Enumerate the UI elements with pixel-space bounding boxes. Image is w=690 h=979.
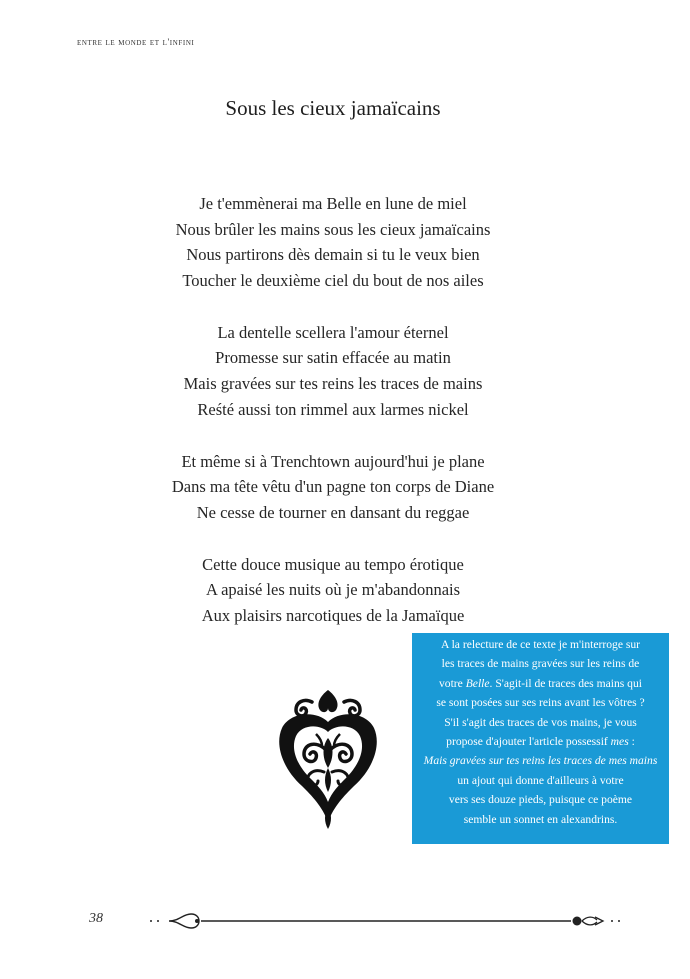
poem-body <box>0 191 666 629</box>
note-line: A la relecture de ce texte je m'interroge sur <box>440 638 641 651</box>
poem-title: Sous les cieux jamaïcains <box>225 96 441 120</box>
verse-line: Et même si à Trenchtown aujourd'hui je plane <box>181 451 485 471</box>
verse-line: Reśté aussi ton rimmel aux larmes nickel <box>197 399 469 419</box>
stanza-3 <box>0 449 666 526</box>
verse-line: La dentelle scellera l'amour éternel <box>217 322 449 342</box>
verse-line: A apaisé les nuits où je m'abandonnais <box>205 580 461 600</box>
note-line: les traces de mains gravées sur les reins de <box>441 657 640 671</box>
note-line <box>412 751 669 770</box>
note-line: se sont posées sur ses reins avant les vôtres ? <box>436 696 645 710</box>
note-line <box>412 674 669 693</box>
page-number: 38 <box>89 911 103 926</box>
verse-line: Nous brûler les mains sous les cieux jamaïcains <box>175 219 491 239</box>
note-line: S'il s'agit des traces de vos mains, je vous <box>444 715 637 729</box>
verse-line: Nous partirons dès demain si tu le veux bien <box>186 245 480 265</box>
damask-ornament-icon <box>276 688 380 830</box>
stanza-4 <box>0 552 666 629</box>
stanza-2 <box>0 320 666 423</box>
note-line <box>412 732 669 751</box>
verse-line: Promesse sur satin effacée au matin <box>215 348 451 368</box>
verse-line: Je t'emmènerai ma Belle en lune de miel <box>199 194 467 213</box>
footer-flourish-rule <box>145 908 625 934</box>
verse-line: Dans ma tête vêtu d'un pagne ton corps de Diane <box>171 477 495 497</box>
verse-line: Mais gravées sur tes reins les traces de mains <box>183 374 483 394</box>
note-emphasis: Belle <box>465 676 490 690</box>
verse-line: Cette douce musique au tempo érotique <box>202 554 464 574</box>
stanza-1 <box>0 191 666 294</box>
note-text: votre <box>438 676 466 690</box>
verse-line: Toucher le deuxième ciel du bout de nos ailes <box>182 271 484 291</box>
editor-note-box <box>412 633 669 844</box>
verse-line: Aux plaisirs narcotiques de la Jamaïque <box>201 605 465 625</box>
note-emphasis: Mais gravées sur tes reins les traces de mes mains <box>423 754 658 768</box>
running-header: entre le monde et l'infini <box>77 38 195 48</box>
verse-line: Ne cesse de tourner en dansant du reggae <box>196 502 470 522</box>
note-text: : <box>628 735 635 749</box>
note-line: un ajout qui donne d'ailleurs à votre <box>457 773 624 787</box>
note-text: propose d'ajouter l'article possessif <box>446 735 611 749</box>
note-text: . S'agit-il de traces des mains qui <box>489 676 642 690</box>
note-line: semble un sonnet en alexandrins. <box>463 812 618 826</box>
note-line: vers ses douze pieds, puisque ce poème <box>448 793 633 807</box>
note-emphasis: mes <box>610 735 629 749</box>
